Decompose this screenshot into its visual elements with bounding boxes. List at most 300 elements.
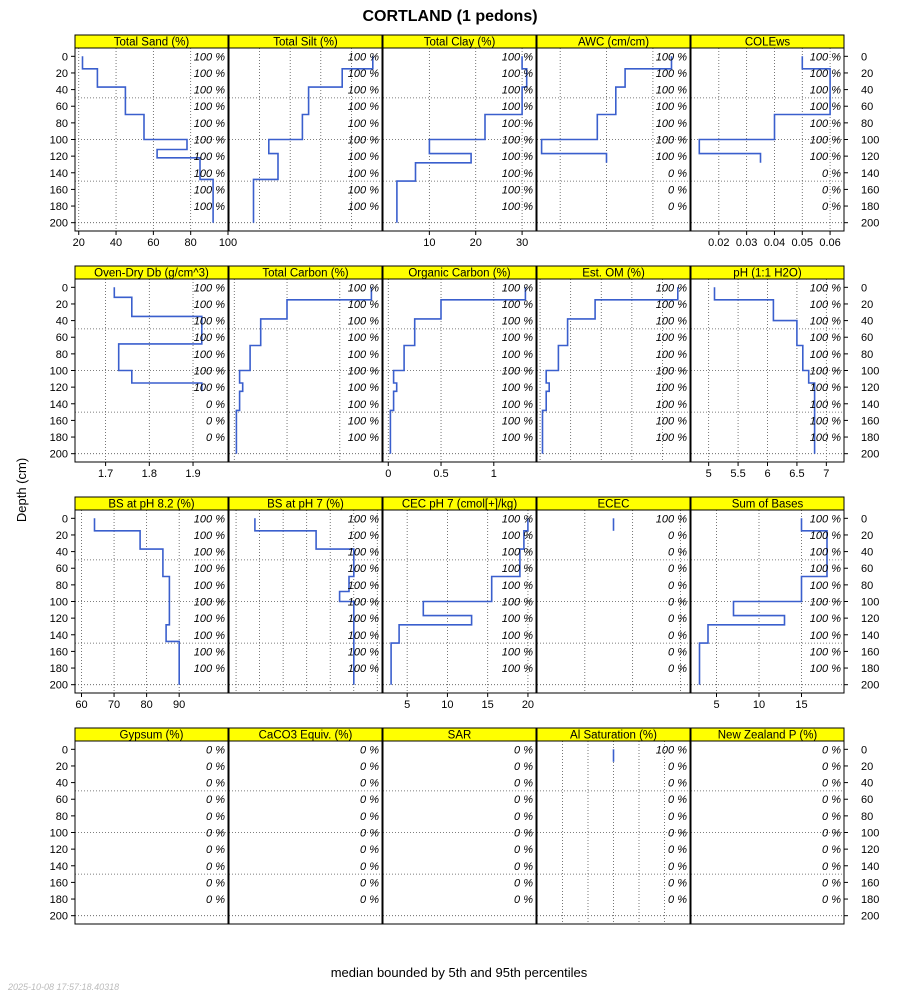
panel [229,266,382,462]
y-tick-label-right: 140 [861,629,880,642]
y-tick-label-right: 200 [861,217,880,230]
y-tick-label-left: 0 [61,744,68,757]
percent-label: 100 % [655,332,687,345]
percent-label: 0 % [206,415,225,428]
median-profile-line [114,287,202,391]
percent-label: 0 % [822,810,841,823]
percent-label: 0 % [206,432,225,445]
x-tick-label: 6 [764,468,771,480]
y-tick-label-left: 80 [55,810,68,823]
percent-label: 100 % [193,84,225,97]
y-tick-label-left: 80 [55,117,68,130]
y-tick-label-right: 200 [861,910,880,923]
y-tick-label-left: 40 [55,315,68,328]
percent-label: 100 % [193,613,225,626]
percent-label: 100 % [501,282,533,295]
y-tick-label-right: 120 [861,382,880,395]
percent-label: 0 % [668,646,687,659]
percent-label: 0 % [514,777,533,790]
percent-label: 100 % [347,332,379,345]
percent-label: 0 % [206,877,225,890]
y-tick-label-right: 80 [861,579,874,592]
x-tick-label: 0.05 [791,237,813,249]
percent-label: 0 % [206,827,225,840]
percent-label: 100 % [809,432,841,445]
y-tick-label-right: 20 [861,298,874,311]
percent-label: 100 % [809,282,841,295]
percent-label: 100 % [809,298,841,311]
percent-label: 100 % [347,513,379,526]
percent-label: 100 % [655,348,687,361]
panel-title: Total Clay (%) [423,36,496,49]
percent-label: 100 % [193,51,225,64]
percent-label: 100 % [193,365,225,378]
y-tick-label-left: 120 [49,613,68,626]
percent-label: 100 % [809,563,841,576]
percent-label: 100 % [501,365,533,378]
y-tick-label-left: 40 [55,546,68,559]
percent-label: 0 % [822,827,841,840]
percent-label: 100 % [809,365,841,378]
percent-label: 100 % [193,546,225,559]
percent-label: 100 % [193,67,225,80]
percent-label: 100 % [347,613,379,626]
percent-label: 100 % [501,51,533,64]
y-tick-label-left: 120 [49,844,68,857]
percent-label: 100 % [501,596,533,609]
percent-label: 0 % [514,794,533,807]
x-tick-label: 0.03 [735,237,758,249]
percent-label: 0 % [360,810,379,823]
percent-label: 100 % [809,513,841,526]
percent-label: 0 % [668,794,687,807]
panel-grid [50,35,880,924]
percent-label: 0 % [360,877,379,890]
percent-label: 100 % [501,315,533,328]
percent-label: 100 % [501,646,533,659]
x-tick-label: 7 [823,468,830,480]
panel-title: CEC pH 7 (cmol[+]/kg) [401,498,518,511]
y-tick-label-right: 100 [861,365,880,378]
percent-label: 0 % [360,827,379,840]
percent-label: 100 % [501,563,533,576]
panel-title: ECEC [597,498,630,511]
x-tick-label: 0.5 [433,468,449,480]
percent-label: 0 % [668,579,687,592]
percent-label: 100 % [501,579,533,592]
x-tick-label: 20 [72,237,85,249]
percent-label: 100 % [655,432,687,445]
percent-label: 100 % [193,184,225,197]
percent-label: 0 % [668,827,687,840]
percent-label: 100 % [655,744,687,757]
y-tick-label-left: 140 [49,860,68,873]
percent-label: 0 % [822,201,841,214]
panel [229,35,382,231]
percent-label: 100 % [501,298,533,311]
median-profile-line [95,518,180,684]
panel [383,497,536,711]
percent-label: 0 % [668,546,687,559]
percent-label: 0 % [668,810,687,823]
percent-label: 100 % [809,596,841,609]
panel [75,728,228,924]
percent-label: 0 % [360,794,379,807]
x-tick-label: 10 [441,699,454,711]
percent-label: 100 % [347,117,379,130]
percent-label: 100 % [193,117,225,130]
percent-label: 0 % [668,167,687,180]
y-tick-label-right: 160 [861,184,880,197]
y-tick-label-left: 160 [49,415,68,428]
percent-label: 0 % [668,894,687,907]
percent-label: 100 % [347,596,379,609]
x-tick-label: 0.06 [819,237,841,249]
percent-label: 100 % [347,101,379,114]
percent-label: 100 % [193,201,225,214]
y-axis-label: Depth (cm) [14,457,29,523]
percent-label: 0 % [360,844,379,857]
percent-label: 100 % [809,398,841,411]
y-tick-label-left: 200 [49,679,68,692]
percent-label: 100 % [347,646,379,659]
x-tick-label: 15 [795,699,808,711]
percent-label: 100 % [655,134,687,147]
percent-label: 100 % [193,596,225,609]
percent-label: 100 % [809,579,841,592]
x-tick-label: 60 [147,237,160,249]
percent-label: 100 % [347,298,379,311]
percent-label: 100 % [809,382,841,395]
percent-label: 100 % [347,51,379,64]
percent-label: 100 % [501,382,533,395]
percent-label: 0 % [668,860,687,873]
percent-label: 0 % [822,184,841,197]
percent-label: 0 % [206,744,225,757]
timestamp: 2025-10-08 17:57:18.40318 [8,982,120,992]
percent-label: 100 % [193,134,225,147]
percent-label: 100 % [655,151,687,164]
y-tick-label-left: 140 [49,629,68,642]
y-tick-label-left: 80 [55,348,68,361]
panel-title: pH (1:1 H2O) [733,267,802,280]
percent-label: 100 % [501,432,533,445]
percent-label: 0 % [822,777,841,790]
panel [75,266,228,480]
y-tick-label-right: 60 [861,101,874,114]
panel [691,266,844,480]
percent-label: 100 % [501,151,533,164]
percent-label: 0 % [514,894,533,907]
percent-label: 0 % [822,860,841,873]
percent-label: 100 % [655,382,687,395]
percent-label: 0 % [360,777,379,790]
percent-label: 100 % [501,415,533,428]
percent-label: 100 % [501,348,533,361]
y-tick-label-right: 100 [861,596,880,609]
panel [383,728,536,924]
percent-label: 0 % [822,894,841,907]
y-tick-label-right: 140 [861,398,880,411]
percent-label: 100 % [193,101,225,114]
x-tick-label: 0 [385,468,392,480]
x-tick-label: 6.5 [789,468,805,480]
percent-label: 0 % [206,844,225,857]
y-tick-label-right: 180 [861,894,880,907]
y-tick-label-left: 80 [55,579,68,592]
percent-label: 100 % [655,117,687,130]
percent-label: 100 % [193,579,225,592]
y-tick-label-left: 0 [61,51,68,64]
y-tick-label-left: 20 [55,760,68,773]
percent-label: 100 % [501,117,533,130]
percent-label: 0 % [668,877,687,890]
x-tick-label: 5 [404,699,411,711]
percent-label: 100 % [809,151,841,164]
percent-label: 100 % [347,629,379,642]
percent-label: 100 % [655,84,687,97]
percent-label: 100 % [347,282,379,295]
percent-label: 100 % [809,629,841,642]
percent-label: 0 % [514,844,533,857]
y-tick-label-left: 140 [49,398,68,411]
percent-label: 0 % [822,844,841,857]
y-tick-label-left: 200 [49,448,68,461]
percent-label: 0 % [822,760,841,773]
y-tick-label-left: 160 [49,646,68,659]
y-tick-label-right: 80 [861,348,874,361]
percent-label: 100 % [501,398,533,411]
percent-label: 100 % [809,663,841,676]
percent-label: 100 % [193,282,225,295]
percent-label: 0 % [206,894,225,907]
y-tick-label-left: 120 [49,151,68,164]
percent-label: 100 % [501,84,533,97]
percent-label: 100 % [193,663,225,676]
percent-label: 0 % [668,596,687,609]
percent-label: 100 % [193,348,225,361]
y-tick-label-left: 180 [49,432,68,445]
y-tick-label-right: 40 [861,777,874,790]
x-tick-label: 5 [713,699,720,711]
percent-label: 0 % [360,894,379,907]
percent-label: 100 % [501,513,533,526]
percent-label: 0 % [668,629,687,642]
panel-title: SAR [447,729,472,742]
percent-label: 100 % [501,529,533,542]
x-tick-label: 1.8 [141,468,157,480]
x-tick-label: 80 [184,237,197,249]
y-tick-label-left: 20 [55,529,68,542]
percent-label: 100 % [809,529,841,542]
y-tick-label-left: 140 [49,167,68,180]
percent-label: 100 % [809,101,841,114]
percent-label: 100 % [347,382,379,395]
percent-label: 100 % [347,529,379,542]
percent-label: 0 % [668,563,687,576]
y-tick-label-left: 180 [49,663,68,676]
x-tick-label: 1.7 [97,468,114,480]
y-tick-label-left: 100 [49,134,68,147]
panel-title: Est. OM (%) [582,267,645,280]
y-tick-label-right: 180 [861,201,880,214]
percent-label: 0 % [514,810,533,823]
percent-label: 0 % [668,201,687,214]
percent-label: 100 % [809,84,841,97]
panel-title: Sum of Bases [731,498,804,511]
percent-label: 100 % [501,67,533,80]
percent-label: 100 % [809,315,841,328]
y-tick-label-right: 140 [861,167,880,180]
percent-label: 100 % [347,184,379,197]
percent-label: 100 % [193,151,225,164]
y-tick-label-left: 100 [49,827,68,840]
x-tick-label: 5.5 [730,468,746,480]
panel [383,266,536,480]
y-tick-label-left: 0 [61,513,68,526]
x-tick-label: 80 [140,699,153,711]
panel-title: COLEws [744,36,791,49]
percent-label: 100 % [193,298,225,311]
y-tick-label-left: 100 [49,365,68,378]
y-tick-label-right: 160 [861,415,880,428]
percent-label: 100 % [501,629,533,642]
y-tick-label-right: 100 [861,827,880,840]
y-tick-label-right: 60 [861,563,874,576]
percent-label: 0 % [822,167,841,180]
x-tick-label: 1.9 [185,468,201,480]
panel-title: Oven-Dry Db (g/cm^3) [94,267,209,280]
y-tick-label-left: 60 [55,794,68,807]
x-axis-label: median bounded by 5th and 95th percentiles [330,965,588,980]
y-tick-label-right: 80 [861,117,874,130]
panel-title: BS at pH 8.2 (%) [108,498,195,511]
percent-label: 100 % [347,432,379,445]
y-tick-label-left: 0 [61,282,68,295]
y-tick-label-left: 100 [49,596,68,609]
panel [537,497,690,693]
percent-label: 0 % [360,744,379,757]
y-tick-label-right: 60 [861,332,874,345]
x-tick-label: 10 [423,237,436,249]
panel-title: Total Sand (%) [113,36,190,49]
y-tick-label-right: 140 [861,860,880,873]
y-tick-label-right: 20 [861,529,874,542]
x-tick-label: 10 [752,699,766,711]
y-tick-label-right: 180 [861,663,880,676]
y-tick-label-left: 160 [49,877,68,890]
panel-title: Total Silt (%) [273,36,338,49]
percent-label: 100 % [347,365,379,378]
percent-label: 0 % [822,744,841,757]
percent-label: 0 % [206,760,225,773]
percent-label: 0 % [514,760,533,773]
y-tick-label-right: 40 [861,315,874,328]
x-tick-label: 15 [481,699,494,711]
panel-title: Total Carbon (%) [262,267,349,280]
percent-label: 0 % [206,398,225,411]
y-tick-label-right: 80 [861,810,874,823]
percent-label: 0 % [360,860,379,873]
panel [691,35,844,249]
percent-label: 0 % [206,810,225,823]
y-tick-label-left: 180 [49,201,68,214]
percent-label: 100 % [347,563,379,576]
percent-label: 0 % [514,860,533,873]
y-tick-label-right: 160 [861,646,880,659]
percent-label: 100 % [347,67,379,80]
percent-label: 0 % [360,760,379,773]
percent-label: 100 % [655,101,687,114]
percent-label: 100 % [809,415,841,428]
percent-label: 100 % [193,332,225,345]
y-tick-label-right: 40 [861,546,874,559]
y-tick-label-left: 200 [49,217,68,230]
y-tick-label-left: 20 [55,298,68,311]
y-tick-label-right: 20 [861,760,874,773]
x-tick-label: 30 [515,237,529,249]
y-tick-label-right: 200 [861,448,880,461]
panel-title: BS at pH 7 (%) [267,498,344,511]
percent-label: 0 % [668,529,687,542]
percent-label: 100 % [655,398,687,411]
percent-label: 100 % [809,51,841,64]
percent-label: 100 % [193,382,225,395]
panel [691,728,844,924]
percent-label: 100 % [809,67,841,80]
percent-label: 100 % [655,298,687,311]
percent-label: 100 % [347,84,379,97]
percent-label: 100 % [347,546,379,559]
y-tick-label-right: 180 [861,432,880,445]
x-tick-label: 20 [469,237,482,249]
x-tick-label: 70 [107,699,121,711]
percent-label: 100 % [655,415,687,428]
percent-label: 100 % [347,315,379,328]
x-tick-label: 1 [490,468,497,480]
percent-label: 100 % [809,134,841,147]
percent-label: 100 % [193,646,225,659]
percent-label: 100 % [809,117,841,130]
percent-label: 0 % [514,827,533,840]
percent-label: 100 % [501,546,533,559]
y-tick-label-right: 0 [861,51,868,64]
percent-label: 0 % [668,184,687,197]
x-tick-label: 5 [705,468,712,480]
percent-label: 0 % [668,760,687,773]
y-tick-label-left: 20 [55,67,68,80]
percent-label: 0 % [206,794,225,807]
percent-label: 0 % [822,877,841,890]
x-tick-label: 100 [218,237,238,249]
percent-label: 100 % [347,134,379,147]
y-tick-label-right: 200 [861,679,880,692]
percent-label: 100 % [347,151,379,164]
y-tick-label-right: 120 [861,613,880,626]
percent-label: 100 % [809,546,841,559]
percent-label: 100 % [655,282,687,295]
percent-label: 100 % [193,529,225,542]
percent-label: 100 % [193,563,225,576]
panel-title: Al Saturation (%) [570,729,657,742]
x-tick-label: 0.02 [708,237,730,249]
panel-title: New Zealand P (%) [717,729,818,742]
y-tick-label-left: 60 [55,332,68,345]
percent-label: 100 % [347,398,379,411]
chart-title: CORTLAND (1 pedons) [362,8,538,25]
percent-label: 0 % [668,844,687,857]
x-tick-label: 90 [173,699,186,711]
